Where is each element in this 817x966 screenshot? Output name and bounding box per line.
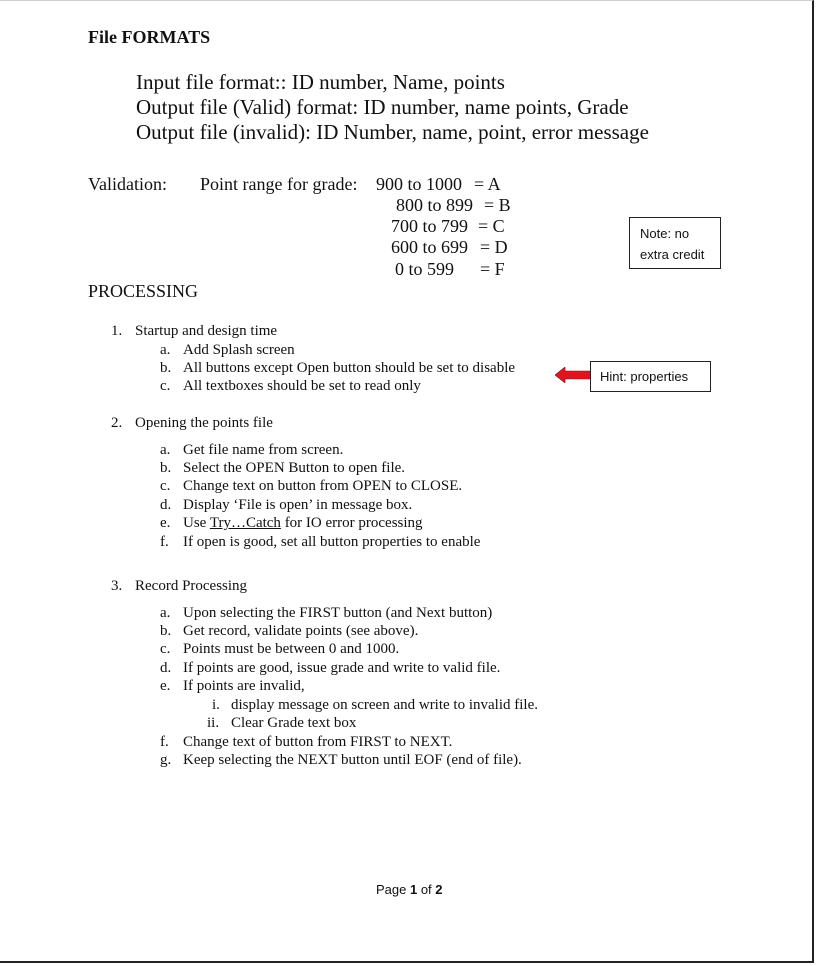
list-marker: f. <box>160 734 169 750</box>
list-item: If points are good, issue grade and write to valid file. <box>183 660 501 676</box>
list-item: Add Splash screen <box>183 342 295 358</box>
section-title: Record Processing <box>135 578 248 594</box>
list-marker: b. <box>160 623 172 639</box>
page-total: 2 <box>435 882 443 897</box>
list-item: If points are invalid, <box>183 678 305 694</box>
list-item-text: Use <box>183 515 210 531</box>
list-item: Get record, validate points (see above). <box>183 623 419 639</box>
sublist-marker: ii. <box>207 715 220 731</box>
list-item: All buttons except Open button should be set to disable <box>183 360 516 376</box>
input-format-line: Input file format:: ID number, Name, points <box>136 70 505 94</box>
validation-label: Validation: <box>88 174 167 194</box>
page-current: 1 <box>409 882 418 897</box>
list-marker: c. <box>160 378 171 394</box>
grade-range: 600 to 699 <box>391 237 469 257</box>
section-title: Opening the points file <box>135 415 273 431</box>
list-item: If open is good, set all button properties to enable <box>183 534 481 550</box>
validation-description: Point range for grade: <box>200 174 358 194</box>
list-marker: e. <box>160 678 171 694</box>
document-title: File FORMATS <box>88 27 211 47</box>
list-marker: a. <box>160 442 171 458</box>
grade-letter: = C <box>478 216 505 236</box>
list-marker: g. <box>160 752 172 768</box>
page-middle: of <box>417 882 436 897</box>
list-item-text: for IO error processing <box>280 515 423 531</box>
valid-output-format-line: Output file (Valid) format: ID number, name points, Grade <box>136 95 629 119</box>
list-item: Upon selecting the FIRST button (and Next button) <box>183 605 493 621</box>
list-item: All textboxes should be set to read only <box>183 378 421 394</box>
list-marker: d. <box>160 497 172 513</box>
grade-letter: = D <box>480 237 508 257</box>
section-number: 3. <box>111 578 123 594</box>
list-marker: c. <box>160 641 171 657</box>
grade-letter: = A <box>474 174 501 194</box>
section-number: 1. <box>111 323 123 339</box>
list-item: Change text of button from FIRST to NEXT. <box>183 734 453 750</box>
list-marker: f. <box>160 534 169 550</box>
grade-range: 800 to 899 <box>396 195 474 215</box>
list-marker: e. <box>160 515 171 531</box>
section-title: Startup and design time <box>135 323 278 339</box>
list-item: Select the OPEN Button to open file. <box>183 460 406 476</box>
list-item: Get file name from screen. <box>183 442 344 458</box>
left-arrow-icon <box>555 367 591 383</box>
list-item <box>183 515 423 532</box>
list-marker: a. <box>160 605 171 621</box>
grade-range: 700 to 799 <box>391 216 469 236</box>
list-item: Change text on button from OPEN to CLOSE. <box>183 478 463 494</box>
list-item: Points must be between 0 and 1000. <box>183 641 400 657</box>
hint-callout: Hint: properties <box>590 361 711 392</box>
sublist-item: Clear Grade text box <box>231 715 357 731</box>
processing-heading: PROCESSING <box>88 281 199 301</box>
section-number: 2. <box>111 415 123 431</box>
grade-letter: = B <box>484 195 511 215</box>
note-callout: Note: no extra credit <box>629 217 721 269</box>
grade-range: 900 to 1000 <box>376 174 463 194</box>
list-item: Keep selecting the NEXT button until EOF (end of file). <box>183 752 522 768</box>
list-marker: d. <box>160 660 172 676</box>
grade-range: 0 to 599 <box>395 259 455 279</box>
list-marker: c. <box>160 478 171 494</box>
list-marker: a. <box>160 342 171 358</box>
invalid-output-format-line: Output file (invalid): ID Number, name, point, error message <box>136 120 649 144</box>
list-marker: b. <box>160 360 172 376</box>
grade-letter: = F <box>480 259 505 279</box>
page-prefix: Page <box>376 882 410 897</box>
list-item: Display ‘File is open’ in message box. <box>183 497 413 513</box>
list-marker: b. <box>160 460 172 476</box>
sublist-marker: i. <box>212 697 220 713</box>
try-catch-link: Try…Catch <box>209 515 281 531</box>
page-number <box>376 882 443 897</box>
sublist-item: display message on screen and write to invalid file. <box>231 697 538 713</box>
